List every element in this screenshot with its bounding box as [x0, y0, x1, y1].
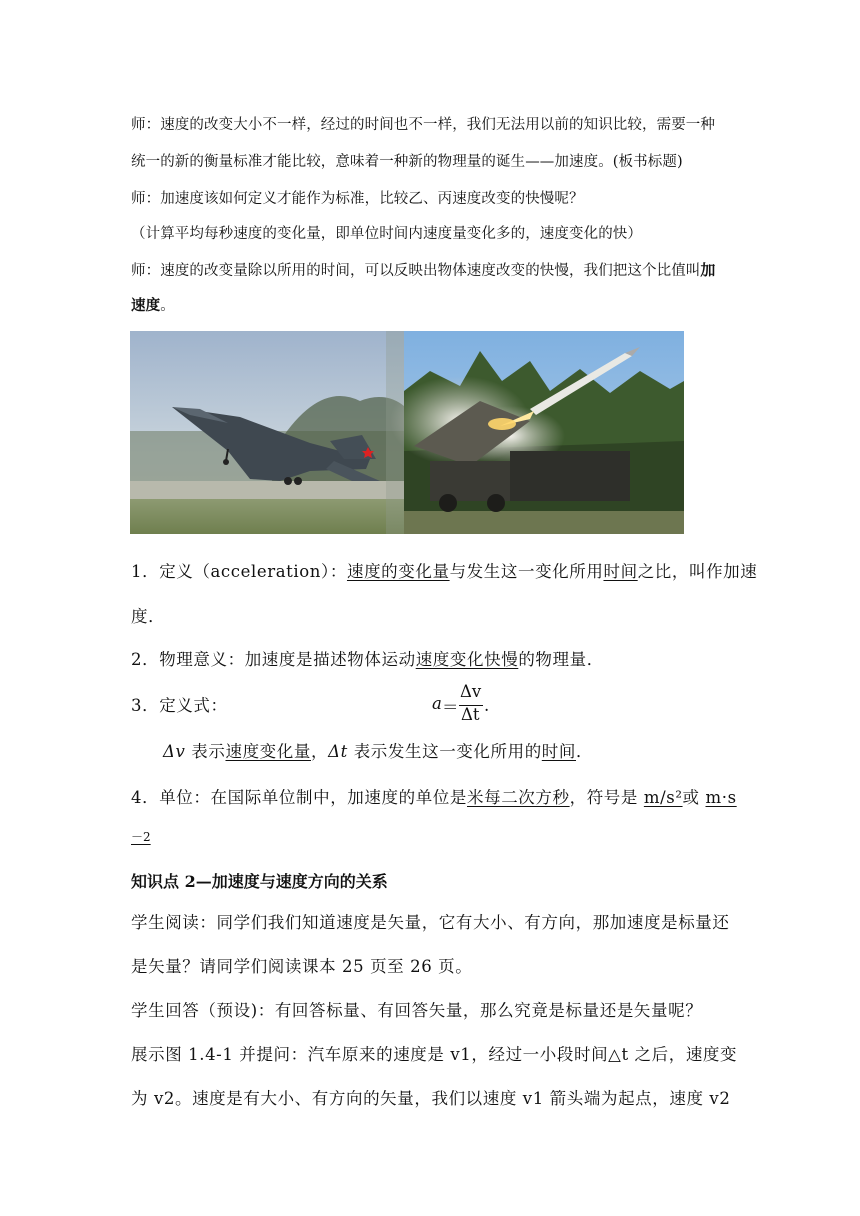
def-text: ．	[576, 742, 594, 761]
definition-line	[163, 738, 763, 762]
def-text: ，	[310, 742, 329, 761]
def-text: 1．定义（acceleration）：	[131, 562, 347, 581]
paragraph-line: 统一的新的衡量标准才能比较，意味着一种新的物理量的诞生——加速度。(板书标题)	[131, 154, 683, 170]
paragraph-line	[131, 294, 731, 315]
fighter-jet-photo	[130, 331, 404, 534]
bold-term: 加	[700, 261, 716, 279]
def-text: 4．单位：在国际单位制中，加速度的单位是	[131, 788, 467, 807]
def-text: 表示发生这一变化所用的	[347, 742, 542, 761]
paragraph-line: 是矢量？请同学们阅读课本 25 页至 26 页。	[131, 957, 473, 976]
acceleration-formula	[432, 684, 492, 728]
def-text: 表示	[185, 742, 226, 761]
def-text: 的物理量．	[518, 650, 604, 669]
definition-line: 度．	[131, 607, 166, 626]
underlined-term: 速度变化快慢	[415, 650, 519, 669]
bold-term: 速度	[131, 297, 161, 314]
definition-line: 3．定义式：	[131, 696, 228, 715]
photo-strip	[130, 331, 684, 534]
underlined-term: 时间	[603, 562, 638, 581]
paragraph-line: 师：速度的改变大小不一样，经过的时间也不一样，我们无法用以前的知识比较，需要一种	[131, 117, 715, 133]
underlined-term: 时间	[541, 742, 576, 761]
def-text: 之比，叫作加速	[637, 562, 758, 581]
paragraph-text: 。	[160, 298, 175, 314]
unit-symbol: m/s²	[643, 788, 683, 807]
formula-numerator: Δv	[460, 682, 482, 701]
formula-lhs: a	[432, 694, 442, 713]
formula-period: .	[484, 696, 490, 715]
formula-equals: ＝	[442, 698, 459, 717]
paragraph-line	[131, 259, 731, 280]
definition-line	[131, 646, 731, 670]
paragraph-line: 展示图 1.4-1 并提问：汽车原来的速度是 v1，经过一小段时间△t 之后，速度变	[131, 1045, 738, 1064]
definition-line	[131, 828, 731, 845]
def-text: ，符号是	[569, 788, 644, 807]
formula-denominator: Δt	[461, 705, 480, 724]
paragraph-line: 为 v2。速度是有大小、有方向的矢量，我们以速度 v1 箭头端为起点，速度 v2	[131, 1089, 731, 1108]
delta-t-symbol: Δt	[328, 742, 348, 761]
rocket-launch-photo	[390, 331, 684, 534]
underlined-term: 米每二次方秒	[467, 788, 570, 807]
underlined-term: 速度变化量	[225, 742, 311, 761]
unit-symbol: m·s	[705, 788, 737, 807]
def-text: 或	[682, 788, 706, 807]
def-text: 与发生这一变化所用	[449, 562, 604, 581]
paragraph-line: 学生阅读：同学们我们知道速度是矢量，它有大小、有方向，那加速度是标量还	[131, 913, 730, 932]
paragraph-line: 学生回答（预设)：有回答标量、有回答矢量，那么究竟是标量还是矢量呢？	[131, 1001, 703, 1020]
paragraph-line: 师：加速度该如何定义才能作为标准，比较乙、丙速度改变的快慢呢？	[131, 191, 584, 207]
def-text: 2．物理意义：加速度是描述物体运动	[131, 650, 416, 669]
underlined-term: 速度的变化量	[346, 562, 450, 581]
unit-exponent: －2	[131, 830, 151, 844]
section-heading: 知识点 2—加速度与速度方向的关系	[131, 872, 388, 891]
paragraph-line: （计算平均每秒速度的变化量，即单位时间内速度量变化多的，速度变化的快）	[131, 226, 642, 242]
definition-line	[131, 784, 737, 808]
definition-line	[131, 558, 758, 582]
paragraph-text: 师：速度的改变量除以所用的时间，可以反映出物体速度改变的快慢，我们把这个比值叫	[131, 263, 701, 279]
delta-v-symbol: Δv	[163, 742, 186, 761]
